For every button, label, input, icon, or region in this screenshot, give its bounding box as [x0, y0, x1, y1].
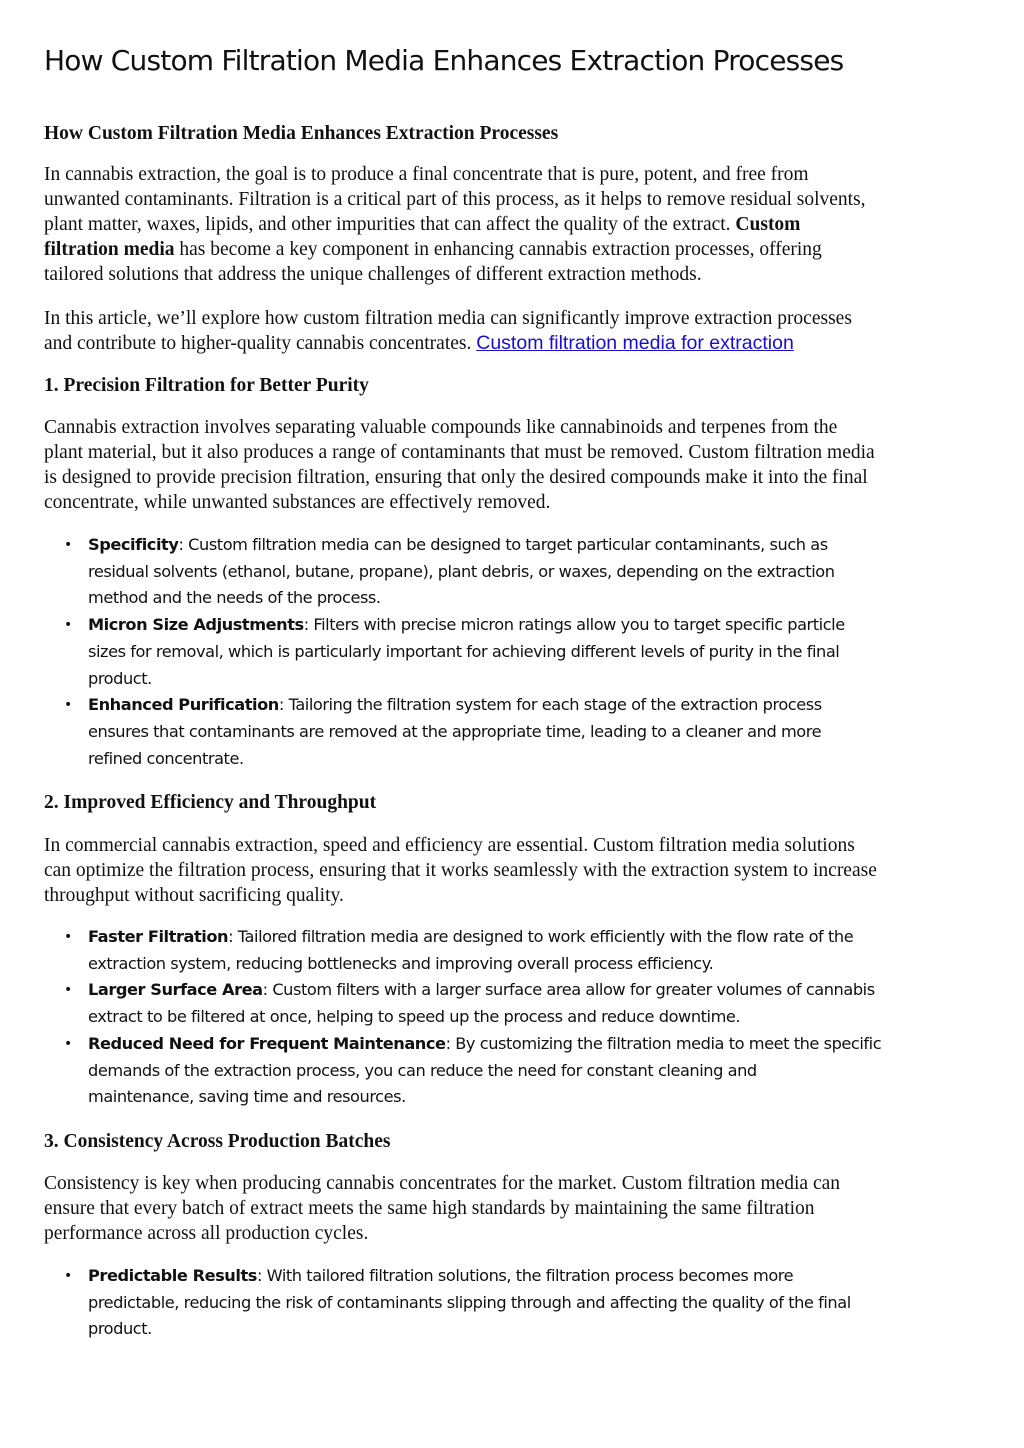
list-item [44, 1263, 984, 1343]
text-line: demands of the extraction process, you can reduce the need for constant cleaning and [88, 1060, 757, 1080]
text-line: sizes for removal, which is particularly important for achieving different levels of purity in the final [88, 641, 840, 661]
bullet-list [44, 532, 984, 772]
section-heading: 3. Consistency Across Production Batches [44, 1131, 391, 1152]
text-line: In cannabis extraction, the goal is to produce a final concentrate that is pure, potent, and free from [44, 164, 809, 185]
bullet-list [44, 1263, 984, 1343]
text-line: Cannabis extraction involves separating valuable compounds like cannabinoids and terpenes from the [44, 417, 838, 438]
text-run: : Filters with precise micron ratings allow you to target specific particle [303, 615, 845, 635]
text-line [44, 237, 984, 262]
list-item [44, 1031, 984, 1111]
list-item [44, 692, 984, 772]
bold-term: filtration media [44, 239, 175, 260]
bullet-term: Larger Surface Area [88, 980, 263, 1000]
text-line: extraction system, reducing bottlenecks and improving overall process efficiency. [88, 953, 714, 973]
document-title: How Custom Filtration Media Enhances Extraction Processes [44, 44, 844, 77]
text-line: ensure that every batch of extract meets the same high standards by maintaining the same filtration [44, 1198, 815, 1219]
bold-term: Custom [735, 214, 801, 235]
list-item [44, 924, 984, 977]
text-line: extract to be filtered at once, helping to speed up the process and reduce downtime. [88, 1007, 741, 1027]
text-run: : With tailored filtration solutions, the filtration process becomes more [256, 1266, 794, 1285]
text-run: : Custom filtration media can be designed to target particular contaminants, such as [178, 535, 828, 554]
text-line [88, 1263, 984, 1290]
text-run: has become a key component in enhancing cannabis extraction processes, offering [174, 239, 822, 260]
text-line: can optimize the filtration process, ensuring that it works seamlessly with the extraction system to increase [44, 860, 877, 881]
text-line [88, 977, 984, 1004]
text-line: In this article, we’ll explore how custom filtration media can significantly improve extraction processes [44, 308, 852, 329]
list-item [44, 977, 984, 1030]
text-line: is designed to provide precision filtration, ensuring that only the desired compounds make it into the final [44, 467, 868, 488]
text-line: plant material, but it also produces a range of contaminants that must be removed. Custom filtration media [44, 442, 875, 463]
article-intro-paragraph [44, 306, 984, 356]
text-line [44, 212, 984, 237]
section-paragraph [44, 415, 984, 515]
text-line: Consistency is key when producing cannabis concentrates for the market. Custom filtration media can [44, 1173, 841, 1194]
extraction-media-link[interactable]: Custom filtration media for extraction [476, 332, 794, 354]
bullet-term: Specificity [88, 535, 179, 554]
section-paragraph [44, 833, 984, 908]
text-line [88, 532, 984, 559]
article-heading: How Custom Filtration Media Enhances Extraction Processes [44, 123, 559, 144]
text-line: ensures that contaminants are removed at the appropriate time, leading to a cleaner and more [88, 721, 822, 741]
text-line: method and the needs of the process. [88, 588, 381, 608]
intro-paragraph [44, 162, 984, 287]
text-line: predictable, reducing the risk of contaminants slipping through and affecting the quality of the final [88, 1292, 851, 1312]
text-line: refined concentrate. [88, 748, 244, 768]
text-line [88, 1031, 984, 1058]
list-item [44, 532, 984, 612]
text-line: In commercial cannabis extraction, speed and efficiency are essential. Custom filtration media solutions [44, 835, 855, 856]
section-heading: 2. Improved Efficiency and Throughput [44, 792, 377, 813]
text-line: maintenance, saving time and resources. [88, 1087, 406, 1107]
bullet-term: Reduced Need for Frequent Maintenance [88, 1033, 446, 1053]
text-line: tailored solutions that address the unique challenges of different extraction methods. [44, 264, 702, 285]
text-line: residual solvents (ethanol, butane, propane), plant debris, or waxes, depending on the extraction [88, 561, 835, 581]
bullet-term: Micron Size Adjustments [88, 615, 304, 635]
text-run: : Tailoring the filtration system for each stage of the extraction process [278, 695, 822, 715]
text-line: unwanted contaminants. Filtration is a critical part of this process, as it helps to remove residual solvents, [44, 189, 866, 210]
bullet-term: Predictable Results [88, 1266, 257, 1285]
text-line [88, 692, 984, 719]
bullet-icon: • [64, 1268, 72, 1284]
text-line [88, 924, 984, 951]
bullet-term: Enhanced Purification [88, 695, 279, 715]
bullet-icon: • [64, 929, 72, 945]
text-line: product. [88, 668, 152, 688]
text-run: and contribute to higher-quality cannabis concentrates. [44, 333, 477, 354]
bullet-list [44, 924, 984, 1111]
bullet-icon: • [64, 617, 72, 634]
text-line: product. [88, 1319, 152, 1339]
bullet-icon: • [64, 982, 72, 999]
text-line: concentrate, while unwanted substances are effectively removed. [44, 492, 551, 513]
section-heading: 1. Precision Filtration for Better Purity [44, 375, 369, 396]
text-run: : Tailored filtration media are designed to work efficiently with the flow rate of the [228, 927, 854, 946]
section-paragraph [44, 1171, 984, 1246]
bullet-icon: • [64, 1035, 72, 1052]
text-line: performance across all production cycles. [44, 1223, 369, 1244]
text-line [44, 331, 984, 356]
text-line [88, 612, 984, 639]
text-run: : By customizing the filtration media to meet the specific [445, 1033, 882, 1053]
list-item [44, 612, 984, 692]
bullet-icon: • [64, 697, 72, 714]
text-run: : Custom filters with a larger surface area allow for greater volumes of cannabis [262, 980, 875, 1000]
text-run: plant matter, waxes, lipids, and other impurities that can affect the quality of the extract. [44, 214, 736, 235]
bullet-icon: • [64, 537, 72, 553]
text-line: throughput without sacrificing quality. [44, 885, 344, 906]
bullet-term: Faster Filtration [88, 927, 229, 946]
